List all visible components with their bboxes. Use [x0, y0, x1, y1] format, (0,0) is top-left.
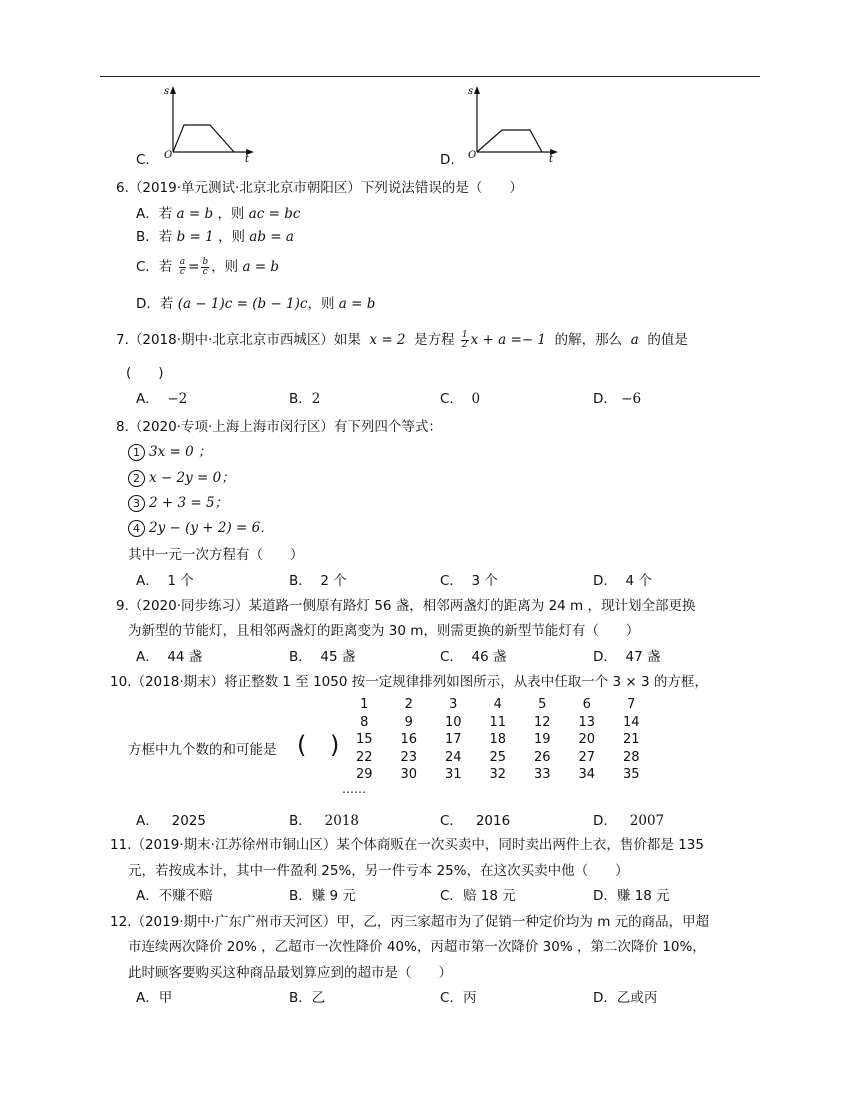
q8-option-d: D． 4 个: [593, 573, 652, 589]
number-grid: [342, 696, 654, 784]
q12-option-d: D．乙或丙: [593, 990, 658, 1006]
header-rule: [100, 76, 760, 77]
q10-option-b: B． 2018: [289, 813, 359, 829]
q11-option-c: C．赔 18 元: [440, 888, 516, 904]
q11-line-2: 元，若按成本计，其中一件盈利 25%，另一件亏本 25%，在这次买卖中他（ ）: [128, 863, 629, 879]
grid-row: 29 30 31 32 33 34 35: [355, 767, 640, 783]
q11-line-1: 11.（2019·期末·江苏徐州市铜山区）某个体商贩在一次买卖中，同时卖出两件上衣，售价都是 135: [110, 837, 704, 853]
q7-stem: 7.（2018·期中·北京北京市西城区）如果 x = 2 是方程 $\frac{1}{2}$ x + a =− 1 的解，那么 a 的值是: [116, 329, 688, 350]
graph-c-origin: O: [164, 150, 173, 161]
q8-eq-3: 3 2 + 3 = 5；: [128, 491, 228, 512]
q7-option-c: C． 0: [440, 391, 481, 407]
graph-c-t-label: t: [245, 154, 250, 164]
q10-paren-close: ): [330, 731, 340, 759]
q11-option-a: A．不赚不赔: [136, 888, 213, 904]
q8-eq-1: 1 3x = 0 ；: [128, 440, 211, 461]
q12-option-c: C．丙: [440, 990, 477, 1006]
q9-option-a: A． 44 盏: [136, 649, 203, 665]
q6-option-b: B．若 b = 1 ，则 ab = a: [136, 229, 294, 245]
graph-c-s-label: s: [164, 86, 170, 97]
graph-d: [462, 84, 562, 164]
q8-stem: 8.（2020·专项·上海上海市闵行区）有下列四个等式：: [116, 419, 442, 435]
option-c-label: C.: [136, 152, 150, 168]
q9-option-d: D． 47 盏: [593, 649, 661, 665]
q7-paren: ( ): [126, 365, 164, 381]
q9-line-2: 为新型的节能灯，且相邻两盏灯的距离变为 30 m，则需更换的新型节能灯有（ ）: [128, 623, 640, 639]
q6-stem: 6.（2019·单元测试·北京北京市朝阳区）下列说法错误的是（ ）: [116, 180, 523, 196]
grid-row: 1 2 3 4 5 6 7: [360, 697, 636, 713]
q10-line-2: 方框中九个数的和可能是: [128, 742, 277, 758]
grid-row: 22 23 24 25 26 27 28: [355, 749, 640, 765]
graph-d-s-label: s: [468, 86, 474, 97]
graph-d-t-label: t: [549, 154, 554, 164]
q12-option-b: B．乙: [289, 990, 326, 1006]
q8-option-c: C． 3 个: [440, 573, 498, 589]
frac-half: $\frac{1}{2}$: [461, 329, 468, 350]
q9-option-c: C． 46 盏: [440, 649, 507, 665]
graph-c: [158, 84, 258, 164]
q10-line-1: 10.（2018·期末）将正整数 1 至 1050 按一定规律排列如图所示，从表中任取一个 3 × 3 的方框，: [110, 674, 708, 690]
q11-option-d: D．赚 18 元: [593, 888, 670, 904]
grid-row: 8 9 10 11 12 13 14: [360, 714, 640, 730]
grid-row: 15 16 17 18 19 20 21: [355, 732, 640, 748]
q8-option-b: B． 2 个: [289, 573, 347, 589]
q6-option-a: A．若 a = b ，则 ac = bc: [136, 206, 301, 222]
frac-b-over-c: $\frac{b}{c}$: [202, 256, 209, 277]
frac-a-over-c: $\frac{a}{c}$: [179, 256, 186, 277]
q8-eq-4: 4 2y − (y + 2) = 6．: [128, 516, 274, 537]
q6-option-c: C．若 $\frac{a}{c}$ = $\frac{b}{c}$ ，则 a = b: [136, 256, 280, 277]
q10-paren-open: (: [297, 731, 307, 759]
q10-option-c: C． 2016: [440, 813, 511, 829]
q9-option-b: B． 45 盏: [289, 649, 356, 665]
q9-line-1: 9.（2020·同步练习）某道路一侧原有路灯 56 盏，相邻两盏灯的距离为 24 m ，现计划全部更换: [116, 598, 696, 614]
q8-question: 其中一元一次方程有（ ）: [128, 547, 304, 563]
q7-option-d: D． −6: [593, 391, 642, 407]
q10-option-a: A． 2025: [136, 813, 206, 829]
q8-eq-2: 2 x − 2y = 0；: [128, 466, 235, 487]
graph-d-origin: O: [468, 150, 477, 161]
q6-option-d: D．若 (a − 1)c = (b − 1)c，则 a = b: [136, 296, 376, 312]
q12-option-a: A．甲: [136, 990, 173, 1006]
q7-option-b: B．2: [289, 391, 321, 407]
q8-option-a: A． 1 个: [136, 573, 194, 589]
option-d-label: D.: [440, 152, 455, 168]
q12-line-2: 市连续两次降价 20% ，乙超市一次性降价 40%，丙超市第一次降价 30% ，第二次降价 10%，: [128, 939, 706, 955]
grid-ellipsis: ……: [342, 782, 366, 796]
q10-option-d: D． 2007: [593, 813, 665, 829]
q11-option-b: B．赚 9 元: [289, 888, 356, 904]
q7-option-a: A． −2: [136, 391, 188, 407]
q12-line-1: 12.（2019·期中·广东广州市天河区）甲，乙，丙三家超市为了促销一种定价均为 m 元的商品，甲超: [110, 914, 710, 930]
q12-line-3: 此时顾客要购买这种商品最划算应到的超市是（ ）: [128, 965, 452, 981]
